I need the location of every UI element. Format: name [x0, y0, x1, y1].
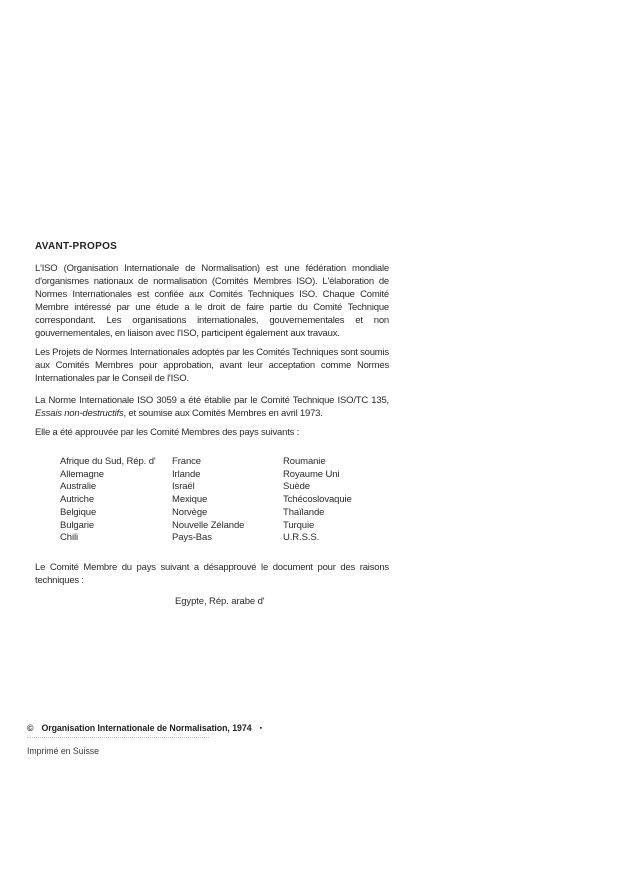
country-item: Bulgarie [60, 519, 95, 531]
country-item: Turquie [283, 519, 315, 531]
disapproving-country: Egypte, Rép. arabe d' [175, 596, 265, 607]
country-item: Norvège [172, 506, 208, 518]
country-column-3 [283, 456, 352, 545]
country-column-2 [172, 456, 244, 545]
page-title: AVANT-PROPOS [35, 241, 118, 252]
square-bullet-icon: ▪ [259, 724, 263, 732]
country-item: France [172, 456, 201, 467]
copyright-text: Organisation Internationale de Normalisation, 1974 [41, 723, 252, 733]
country-item: U.R.S.S. [283, 532, 320, 544]
country-item: Mexique [172, 494, 208, 506]
country-item: Nouvelle Zélande [172, 519, 245, 531]
approval-intro: Elle a été approuvée par les Comité Membres des pays suivants : [35, 427, 300, 438]
country-item: Tchécoslovaquie [283, 494, 352, 506]
country-item: Pays-Bas [172, 532, 212, 544]
country-item: Suède [283, 481, 310, 493]
paragraph-iso-description: L'ISO (Organisation Internationale de Normalisation) est une fédération mondiale d'organismes nationaux de normalisation (Comités Membres ISO). L'élaboration de Normes Internationales est confiée aux Comités Techniques ISO. Chaque Comité Membre intéressé par une étude a le droit de faire partie du Comité Technique correspondant. Les organisations internationales, gouvernementales et non gouvernementales, en liaison avec l'ISO, participent également aux travaux. [35, 263, 389, 339]
country-item: Chili [60, 532, 78, 544]
standard-origin-suffix: , et soumise aux Comités Membres en avril 1973. [123, 408, 323, 419]
country-item: Royaume Uni [283, 468, 340, 480]
country-item: Israël [172, 481, 195, 493]
footer-divider [27, 737, 209, 738]
country-column-1 [60, 456, 156, 545]
standard-origin-prefix: La Norme Internationale ISO 3059 a été établie par le Comité Technique ISO/TC 135, [35, 395, 389, 406]
country-item: Belgique [60, 506, 97, 518]
copyright-icon: © [27, 723, 34, 733]
disapproval-note: Le Comité Membre du pays suivant a désapprouvé le document pour des raisons techniques : [35, 562, 389, 586]
printed-in-note: Imprimé en Suisse [27, 746, 99, 756]
paragraph-standard-origin [35, 394, 389, 420]
country-item: Irlande [172, 468, 201, 480]
paragraph-draft-process: Les Projets de Normes Internationales adoptés par les Comités Techniques sont soumis aux Comités Membres pour approbation, avant leur acceptation comme Normes Internationales par le Conseil de l'ISO. [35, 347, 389, 384]
country-item: Allemagne [60, 468, 104, 480]
country-item: Australie [60, 481, 97, 493]
country-item: Roumanie [283, 456, 326, 467]
standard-title-italic: Essais non-destructifs [35, 408, 124, 419]
country-item: Thaïlande [283, 506, 325, 518]
country-item: Afrique du Sud, Rép. d' [60, 456, 156, 467]
country-item: Autriche [60, 494, 95, 506]
copyright-line [27, 723, 262, 733]
